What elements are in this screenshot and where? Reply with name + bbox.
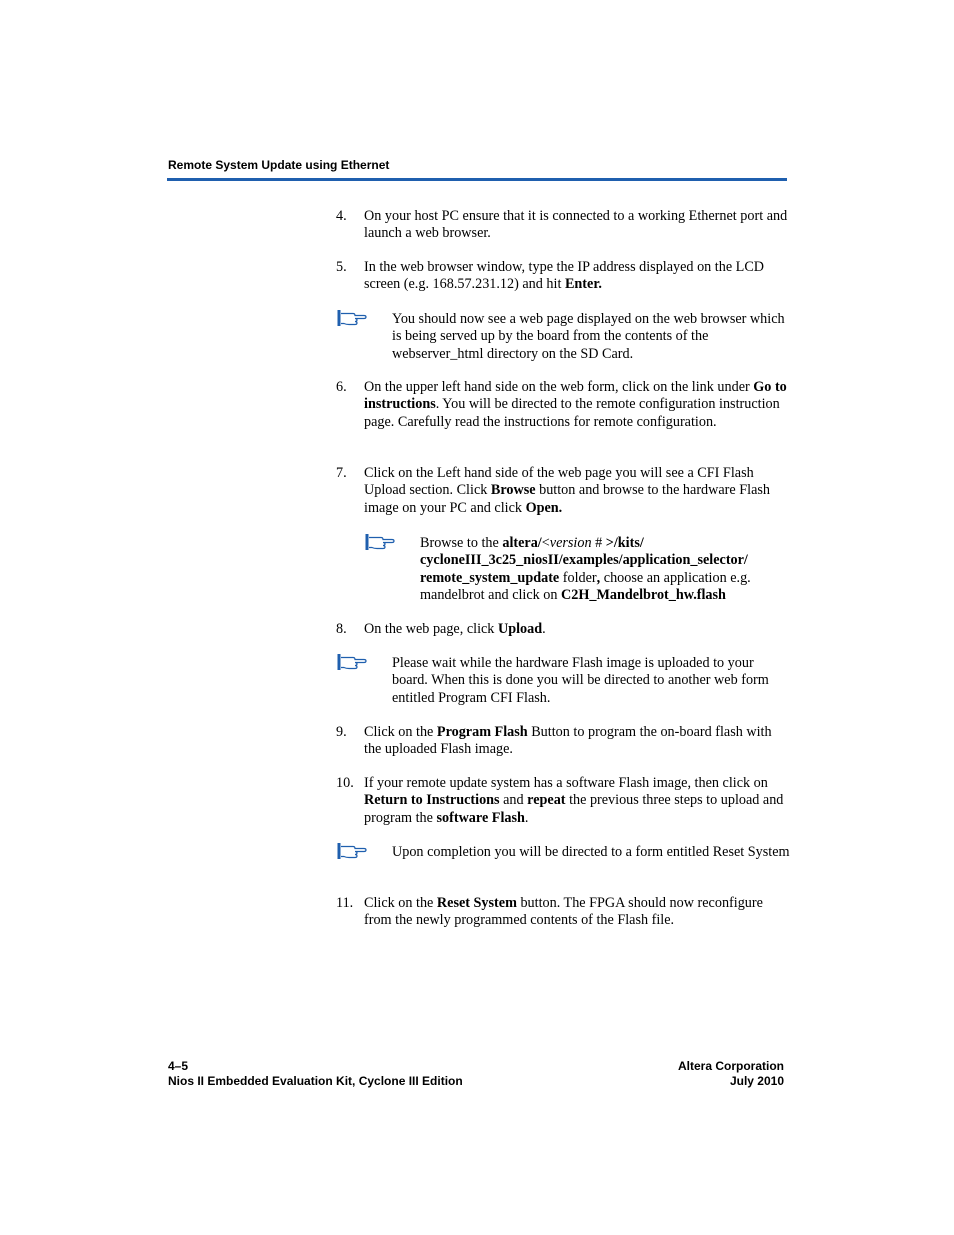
step-text: Click on the Program Flash Button to program the on-board flash with the uploaded Flash image.: [364, 724, 772, 758]
step-text: In the web browser window, type the IP address displayed on the LCD screen (e.g. 168.57.231.12) and hit Enter.: [364, 259, 765, 293]
step-text: Click on the Left hand side of the web page you will see a CFI Flash Upload section. Click Browse button and browse to the hardware Flash image on your PC and click Open.: [364, 465, 770, 516]
step-number: 8.: [336, 621, 347, 637]
step-text: If your remote update system has a software Flash image, then click on Return to Instructions and repeat the previous three steps to upload and program the software Flash.: [364, 775, 784, 826]
pointing-hand-icon: [364, 532, 396, 554]
step-text: On your host PC ensure that it is connected to a working Ethernet port and launch a web browser.: [364, 208, 788, 242]
note-text: Browse to the altera/<version # >/kits/ cycloneIII_3c25_niosII/examples/application_selector/ remote_system_update folder, choose an application e.g. mandelbrot and click on C2H_Mandelbrot_hw.flash: [420, 535, 751, 603]
step-number: 4.: [336, 208, 347, 224]
step-number: 9.: [336, 724, 347, 740]
header-rule: [167, 178, 787, 181]
note-text: Upon completion you will be directed to a form entitled Reset System: [392, 844, 790, 860]
pointing-hand-icon: [336, 652, 368, 674]
footer-right: [678, 1059, 784, 1089]
step-text: On the web page, click Upload.: [364, 621, 546, 637]
page-number: 4–5: [168, 1059, 189, 1073]
pointing-hand-icon: [336, 308, 368, 330]
step-text: Click on the Reset System button. The FPGA should now reconfigure from the newly programmed contents of the Flash file.: [364, 895, 763, 929]
step-number: 6.: [336, 379, 347, 395]
step-number: 11.: [336, 895, 354, 911]
step-text: On the upper left hand side on the web form, click on the link under Go to instructions. You will be directed to the remote configuration instruction page. Carefully read the instructions for remote configuration.: [364, 379, 787, 430]
footer-left: [168, 1059, 463, 1089]
pointing-hand-icon: [336, 841, 368, 863]
step-number: 10.: [336, 775, 354, 791]
note-text: You should now see a web page displayed on the web browser which is being served up by the board from the contents of the webserver_html directory on the SD Card.: [392, 311, 785, 362]
publication-date: July 2010: [729, 1074, 784, 1088]
step-number: 7.: [336, 465, 347, 481]
note-text: Please wait while the hardware Flash image is uploaded to your board. When this is done you will be directed to another web form entitled Program CFI Flash.: [392, 655, 769, 706]
running-header-title: Remote System Update using Ethernet: [168, 158, 390, 172]
book-title: Nios II Embedded Evaluation Kit, Cyclone III Edition: [168, 1074, 463, 1088]
company-name: Altera Corporation: [677, 1059, 784, 1073]
step-number: 5.: [336, 259, 347, 275]
